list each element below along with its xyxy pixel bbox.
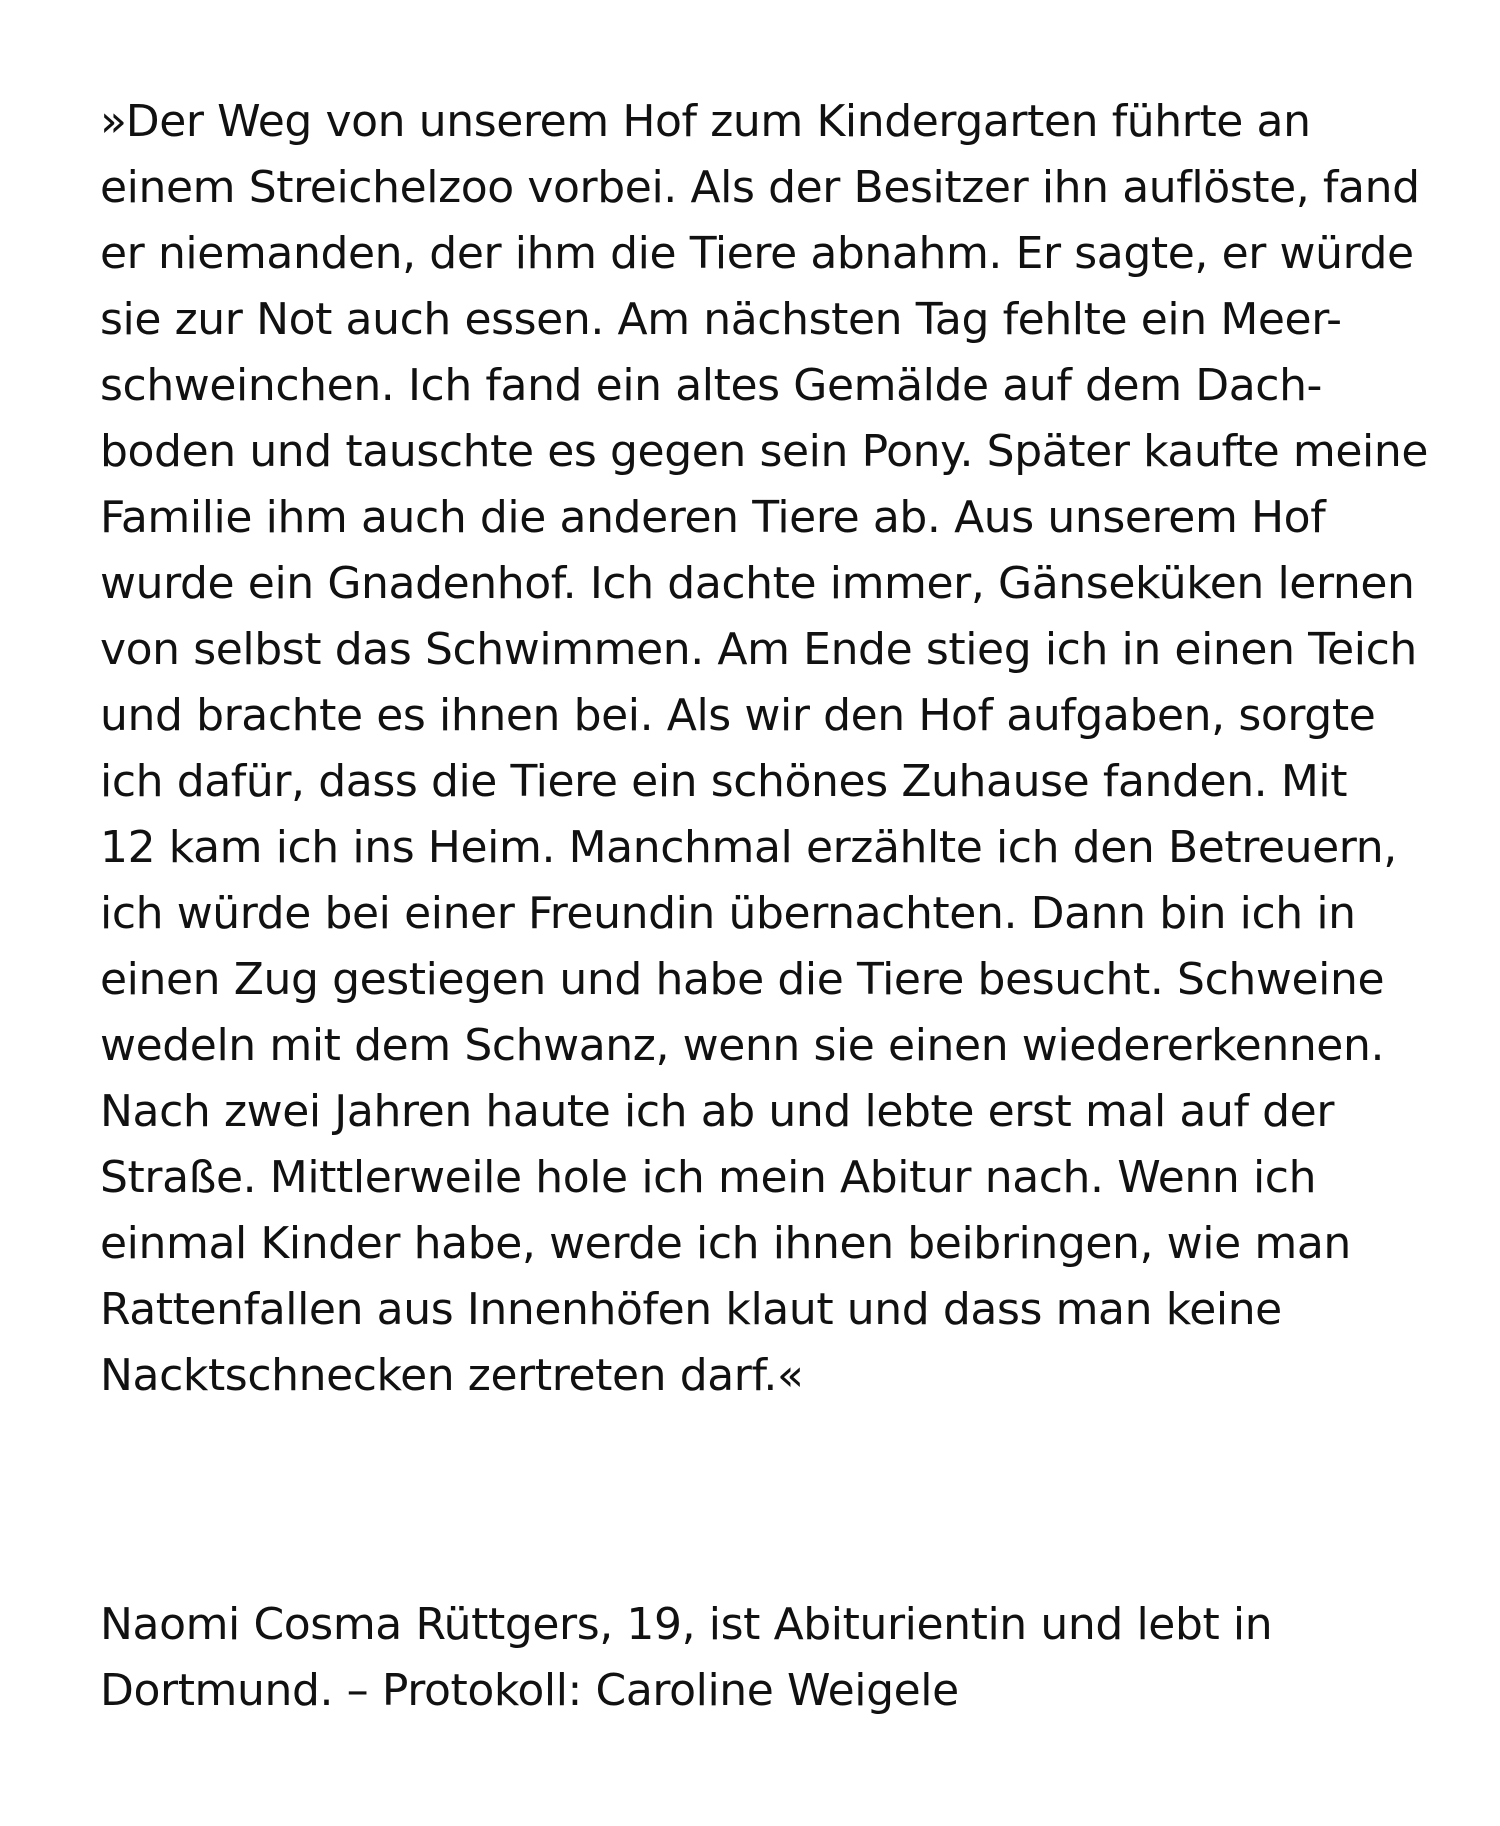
quote-line: wedeln mit dem Schwanz, wenn sie einen wiedererkennen.: [100, 1020, 1385, 1071]
quote-paragraph: [100, 89, 1480, 1409]
quote-line: Familie ihm auch die anderen Tiere ab. Aus unserem Hof: [100, 492, 1326, 543]
quote-line: einem Streichelzoo vorbei. Als der Besitzer ihn auflöste, fand: [100, 162, 1420, 213]
author-credit: [100, 1592, 1480, 1724]
quote-line: von selbst das Schwimmen. Am Ende stieg ich in einen Teich: [100, 624, 1417, 675]
quote-line: ich dafür, dass die Tiere ein schönes Zuhause fanden. Mit: [100, 756, 1348, 807]
quote-line: Nach zwei Jahren haute ich ab und lebte erst mal auf der: [100, 1086, 1335, 1137]
quote-line: einen Zug gestiegen und habe die Tiere besucht. Schweine: [100, 954, 1385, 1005]
quote-line: ich würde bei einer Freundin übernachten. Dann bin ich in: [100, 888, 1356, 939]
quote-line: er niemanden, der ihm die Tiere abnahm. Er sagte, er würde: [100, 228, 1414, 279]
credit-line: Naomi Cosma Rüttgers, 19, ist Abiturientin und lebt in: [100, 1599, 1273, 1650]
quote-line: einmal Kinder habe, werde ich ihnen beibringen, wie man: [100, 1218, 1351, 1269]
quote-line: Rattenfallen aus Innenhöfen klaut und dass man keine: [100, 1284, 1282, 1335]
quote-line: schweinchen. Ich fand ein altes Gemälde auf dem Dach-: [100, 360, 1323, 411]
quote-line: sie zur Not auch essen. Am nächsten Tag fehlte ein Meer-: [100, 294, 1342, 345]
quote-line: wurde ein Gnadenhof. Ich dachte immer, Gänseküken lernen: [100, 558, 1415, 609]
quote-line: Nacktschnecken zertreten darf.«: [100, 1350, 804, 1401]
quote-line: »Der Weg von unserem Hof zum Kindergarten führte an: [100, 96, 1311, 147]
credit-line: Dortmund. – Protokoll: Caroline Weigele: [100, 1665, 959, 1716]
quote-line: boden und tauschte es gegen sein Pony. Später kaufte meine: [100, 426, 1428, 477]
quote-line: Straße. Mittlerweile hole ich mein Abitur nach. Wenn ich: [100, 1152, 1317, 1203]
quote-line: 12 kam ich ins Heim. Manchmal erzählte ich den Betreuern,: [100, 822, 1397, 873]
quote-line: und brachte es ihnen bei. Als wir den Hof aufgaben, sorgte: [100, 690, 1376, 741]
